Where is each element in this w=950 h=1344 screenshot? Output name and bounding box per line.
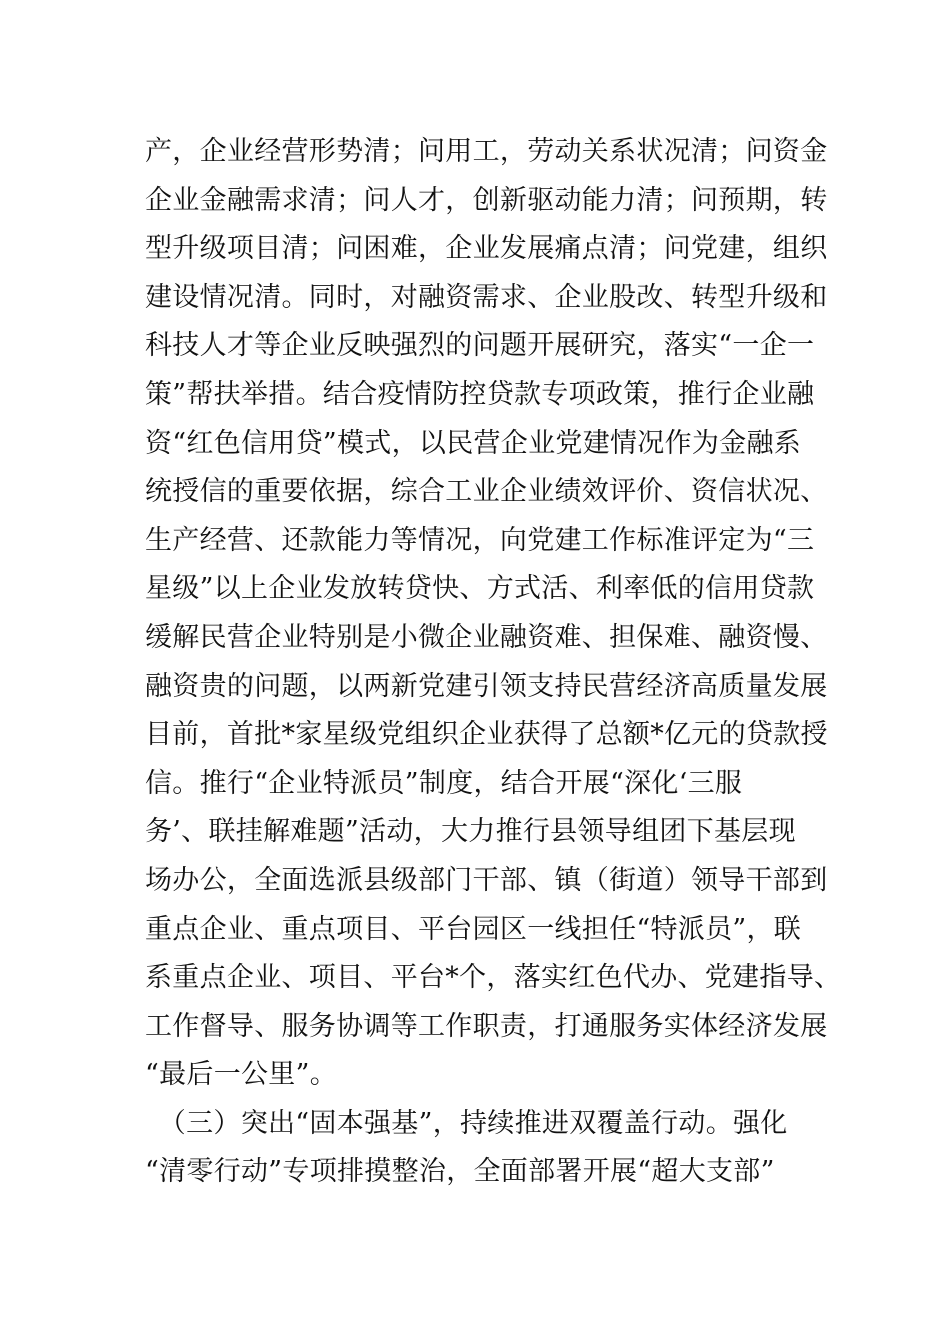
- text-line: “最后一公里”。: [145, 1059, 338, 1091]
- text-line: 系重点企业、项目、平台*个，落实红色代办、党建指导、: [145, 962, 842, 994]
- section-heading-line: （三）突出“固本强基”，持续推进双覆盖行动。强化: [145, 1107, 788, 1139]
- text-line: 企业金融需求清；问人才，创新驱动能力清；问预期，转: [145, 184, 828, 216]
- text-line: 目前，首批*家星级党组织企业获得了总额*亿元的贷款授: [145, 719, 828, 751]
- text-line: 型升级项目清；问困难，企业发展痛点清；问党建，组织: [145, 233, 828, 265]
- text-line: 信。推行“企业特派员”制度，结合开展“深化‘三服: [145, 767, 743, 799]
- text-line: 资“红色信用贷”模式，以民营企业党建情况作为金融系: [145, 427, 802, 459]
- text-line: 策”帮扶举措。结合疫情防控贷款专项政策，推行企业融: [145, 378, 815, 410]
- text-line: 建设情况清。同时，对融资需求、企业股改、转型升级和: [145, 281, 828, 313]
- text-line: 缓解民营企业特别是小微企业融资难、担保难、融资慢、: [145, 621, 828, 653]
- text-line: 务’、联挂解难题”活动，大力推行县领导组团下基层现: [145, 816, 796, 848]
- text-line: 生产经营、还款能力等情况，向党建工作标准评定为“三: [145, 524, 815, 556]
- text-line: 场办公，全面选派县级部门干部、镇（街道）领导干部到: [145, 864, 828, 896]
- body-text: [145, 128, 842, 1197]
- text-line: 统授信的重要依据，综合工业企业绩效评价、资信状况、: [145, 476, 828, 508]
- text-line: 星级”以上企业发放转贷快、方式活、利率低的信用贷款: [145, 573, 815, 605]
- text-line: 重点企业、重点项目、平台园区一线担任“特派员”，联: [145, 913, 802, 945]
- text-line: 工作督导、服务协调等工作职责，打通服务实体经济发展: [145, 1010, 828, 1042]
- text-line: “清零行动”专项排摸整治，全面部署开展“超大支部”: [145, 1156, 775, 1188]
- text-line: 融资贵的问题，以两新党建引领支持民营经济高质量发展: [145, 670, 828, 702]
- text-line: 科技人才等企业反映强烈的问题开展研究，落实“一企一: [145, 330, 815, 362]
- text-line: 产，企业经营形势清；问用工，劳动关系状况清；问资金: [145, 136, 828, 167]
